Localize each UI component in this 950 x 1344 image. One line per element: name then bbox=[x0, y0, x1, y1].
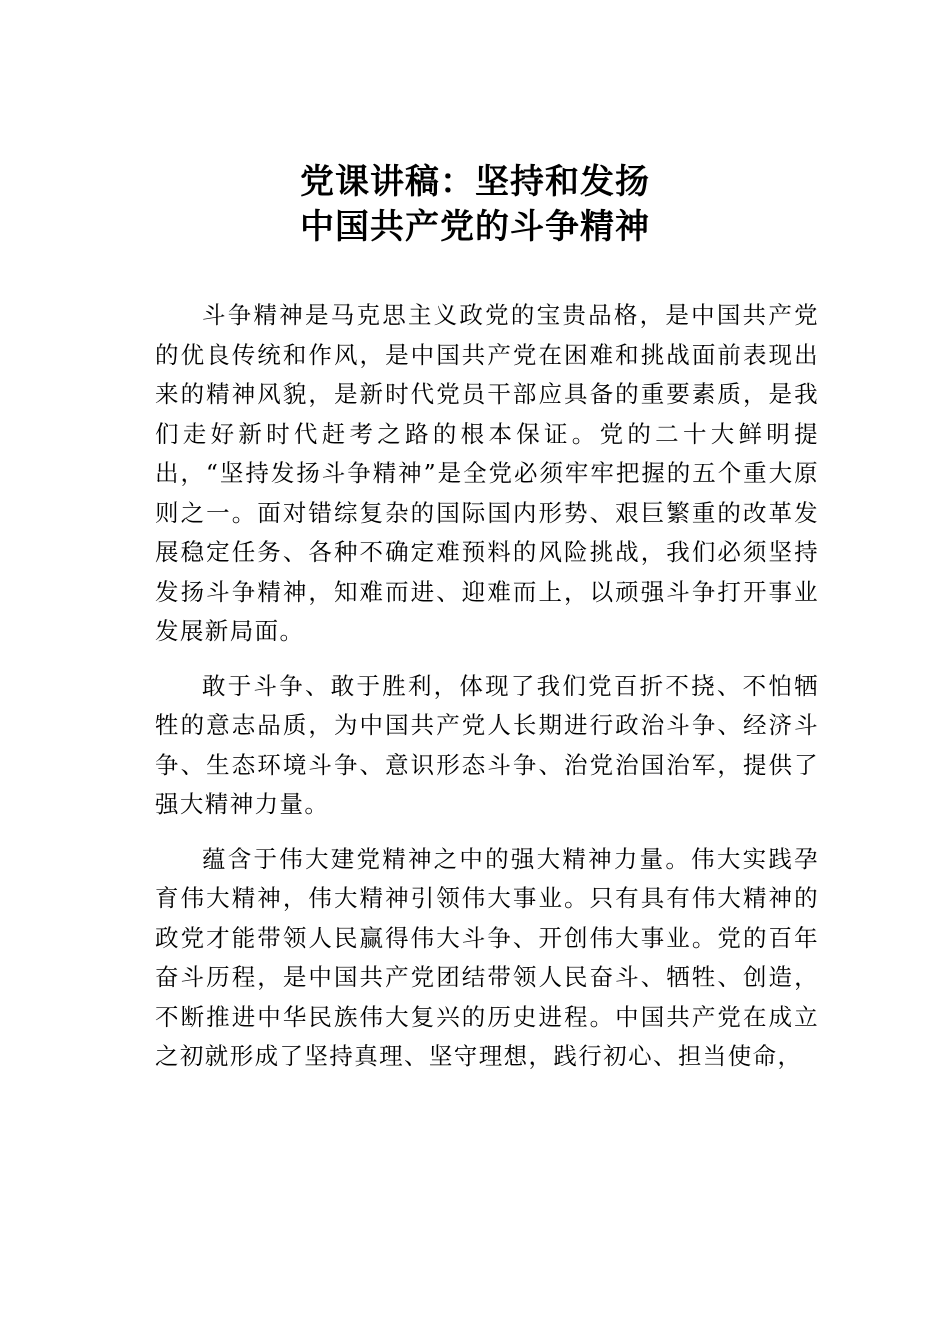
title-line-2: 中国共产党的斗争精神 bbox=[300, 207, 650, 247]
document-title bbox=[0, 160, 950, 250]
paragraph-2: 敢于斗争、敢于胜利，体现了我们党百折不挠、不怕牺牲的意志品质，为中国共产党人长期进行政治斗争、经济斗争、生态环境斗争、意识形态斗争、治党治国治军，提供了强大精神力量。 bbox=[155, 671, 819, 818]
paragraph-3: 蕴含于伟大建党精神之中的强大精神力量。伟大实践孕育伟大精神，伟大精神引领伟大事业。只有具有伟大精神的政党才能带领人民赢得伟大斗争、开创伟大事业。党的百年奋斗历程，是中国共产党团结带领人民奋斗、牺牲、创造，不断推进中华民族伟大复兴的历史进程。中国共产党在成立之初就形成了坚持真理、坚守理想，践行初心、担当使命， bbox=[155, 844, 819, 1070]
title-line-1: 党课讲稿：坚持和发扬 bbox=[300, 162, 650, 202]
paragraph-1: 斗争精神是马克思主义政党的宝贵品格，是中国共产党的优良传统和作风，是中国共产党在困难和挑战面前表现出来的精神风貌，是新时代党员干部应具备的重要素质，是我们走好新时代赶考之路的根本保证。党的二十大鲜明提出，“坚持发扬斗争精神”是全党必须牢牢把握的五个重大原则之一。面对错综复杂的国际国内形势、艰巨繁重的改革发展稳定任务、各种不确定难预料的风险挑战，我们必须坚持发扬斗争精神，知难而进、迎难而上，以顽强斗争打开事业发展新局面。 bbox=[155, 301, 819, 645]
document-body bbox=[155, 296, 819, 1092]
